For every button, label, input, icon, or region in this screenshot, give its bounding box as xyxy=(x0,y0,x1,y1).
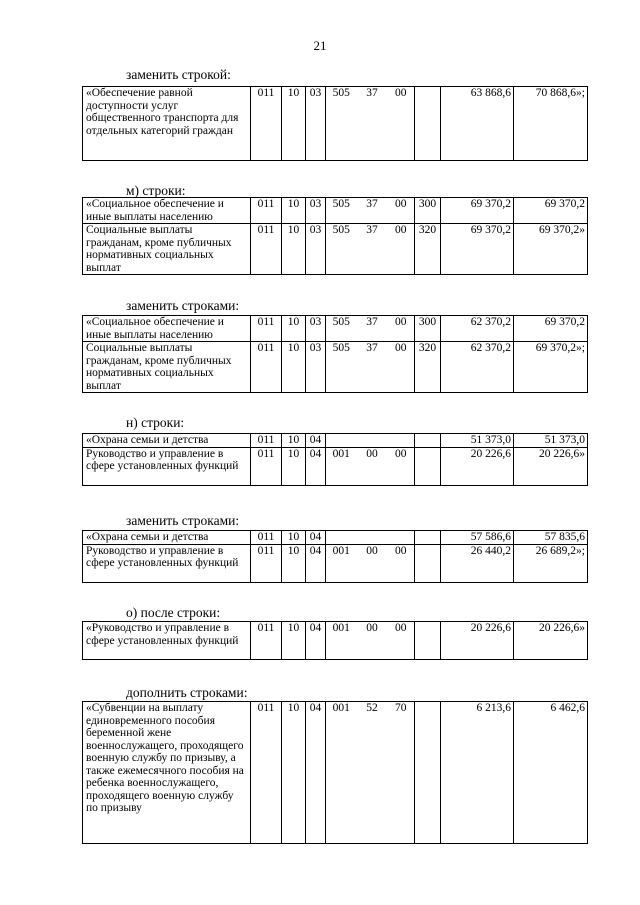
expense-type-code: 300 xyxy=(415,316,441,342)
amount-year-2: 20 226,6» xyxy=(514,622,588,660)
section-code: 10 xyxy=(282,342,306,393)
section-code: 10 xyxy=(282,622,306,660)
row-name: Социальные выплаты гражданам, кроме публичных нормативных социальных выплат xyxy=(83,342,251,393)
table-row xyxy=(83,198,588,224)
table-row xyxy=(83,622,588,660)
subsection-code: 04 xyxy=(306,702,326,844)
target-article-code: 001 xyxy=(326,622,357,660)
block-heading: заменить строкой: xyxy=(126,67,231,82)
target-article-code: 00 xyxy=(388,342,415,393)
expense-type-code: 300 xyxy=(415,198,441,224)
table-row xyxy=(83,447,588,485)
block-heading: заменить строками: xyxy=(126,298,240,313)
table-row xyxy=(83,224,588,275)
target-article-code: 505 xyxy=(326,87,357,161)
subsection-code: 03 xyxy=(306,87,326,161)
subsection-code: 04 xyxy=(306,531,326,545)
amount-year-1: 6 213,6 xyxy=(441,702,514,844)
section-code: 10 xyxy=(282,531,306,545)
amount-year-1: 69 370,2 xyxy=(441,198,514,224)
section-code: 10 xyxy=(282,198,306,224)
subsection-code: 03 xyxy=(306,224,326,275)
block-heading: о) после строки: xyxy=(126,605,221,620)
amount-year-1: 63 868,6 xyxy=(441,87,514,161)
expense-type-code xyxy=(415,544,441,582)
subsection-code: 03 xyxy=(306,316,326,342)
row-name: «Охрана семьи и детства xyxy=(83,434,251,448)
target-article-code: 00 xyxy=(388,87,415,161)
amount-year-1: 20 226,6 xyxy=(441,622,514,660)
section-code: 10 xyxy=(282,316,306,342)
target-article-code: 37 xyxy=(357,87,388,161)
target-article-code: 505 xyxy=(326,342,357,393)
table-row xyxy=(83,434,588,448)
target-article-code xyxy=(326,531,357,545)
budget-table xyxy=(82,433,588,486)
subsection-code: 03 xyxy=(306,342,326,393)
amount-year-2: 69 370,2 xyxy=(514,316,588,342)
target-article-code: 00 xyxy=(388,447,415,485)
row-name: Руководство и управление в сфере установленных функций xyxy=(83,447,251,485)
budget-table xyxy=(82,86,588,161)
page-number: 21 xyxy=(313,38,327,53)
target-article-code: 505 xyxy=(326,224,357,275)
ministry-code: 011 xyxy=(251,447,282,485)
ministry-code: 011 xyxy=(251,544,282,582)
amount-year-1: 62 370,2 xyxy=(441,342,514,393)
subsection-code: 04 xyxy=(306,447,326,485)
table-row xyxy=(83,702,588,844)
expense-type-code xyxy=(415,434,441,448)
block-heading: заменить строками: xyxy=(126,513,240,528)
amount-year-1: 69 370,2 xyxy=(441,224,514,275)
table-row xyxy=(83,531,588,545)
target-article-code: 00 xyxy=(388,198,415,224)
target-article-code: 505 xyxy=(326,316,357,342)
block-heading: дополнить строками: xyxy=(126,685,248,700)
section-code: 10 xyxy=(282,87,306,161)
table-row xyxy=(83,544,588,582)
section-code: 10 xyxy=(282,224,306,275)
expense-type-code xyxy=(415,531,441,545)
table-row xyxy=(83,316,588,342)
target-article-code: 001 xyxy=(326,544,357,582)
budget-table xyxy=(82,621,588,660)
section-code: 10 xyxy=(282,544,306,582)
ministry-code: 011 xyxy=(251,224,282,275)
target-article-code: 001 xyxy=(326,447,357,485)
ministry-code: 011 xyxy=(251,434,282,448)
subsection-code: 04 xyxy=(306,544,326,582)
target-article-code: 00 xyxy=(388,224,415,275)
amount-year-2: 69 370,2 xyxy=(514,198,588,224)
section-code: 10 xyxy=(282,447,306,485)
ministry-code: 011 xyxy=(251,622,282,660)
row-name: «Субвенции на выплату единовременного пособия беременной жене военнослужащего, проходящего военную службу по призыву, а также ежемесячного пособия на ребенка военнослужащего, проходящего военную службу по призыву xyxy=(83,702,251,844)
subsection-code: 04 xyxy=(306,622,326,660)
target-article-code: 001 xyxy=(326,702,357,844)
target-article-code: 37 xyxy=(357,342,388,393)
expense-type-code: 320 xyxy=(415,224,441,275)
target-article-code: 00 xyxy=(357,622,388,660)
target-article-code: 52 xyxy=(357,702,388,844)
row-name: «Обеспечение равной доступности услуг общественного транспорта для отдельных категорий граждан xyxy=(83,87,251,161)
amount-year-2: 69 370,2»; xyxy=(514,342,588,393)
target-article-code: 70 xyxy=(388,702,415,844)
amount-year-1: 62 370,2 xyxy=(441,316,514,342)
ministry-code: 011 xyxy=(251,316,282,342)
target-article-code xyxy=(388,531,415,545)
amount-year-2: 20 226,6» xyxy=(514,447,588,485)
subsection-code: 03 xyxy=(306,198,326,224)
table-row xyxy=(83,87,588,161)
target-article-code: 00 xyxy=(357,447,388,485)
target-article-code xyxy=(357,434,388,448)
block-heading: м) строки: xyxy=(126,183,186,198)
target-article-code: 37 xyxy=(357,224,388,275)
section-code: 10 xyxy=(282,434,306,448)
amount-year-2: 6 462,6 xyxy=(514,702,588,844)
row-name: «Социальное обеспечение и иные выплаты населению xyxy=(83,198,251,224)
amount-year-2: 26 689,2»; xyxy=(514,544,588,582)
table-row xyxy=(83,342,588,393)
expense-type-code: 320 xyxy=(415,342,441,393)
budget-table xyxy=(82,701,588,844)
section-code: 10 xyxy=(282,702,306,844)
target-article-code: 00 xyxy=(388,316,415,342)
target-article-code: 37 xyxy=(357,198,388,224)
subsection-code: 04 xyxy=(306,434,326,448)
target-article-code: 00 xyxy=(388,544,415,582)
amount-year-2: 70 868,6»; xyxy=(514,87,588,161)
ministry-code: 011 xyxy=(251,87,282,161)
row-name: «Социальное обеспечение и иные выплаты населению xyxy=(83,316,251,342)
budget-table xyxy=(82,197,588,275)
target-article-code: 505 xyxy=(326,198,357,224)
budget-table xyxy=(82,530,588,583)
amount-year-1: 20 226,6 xyxy=(441,447,514,485)
ministry-code: 011 xyxy=(251,342,282,393)
ministry-code: 011 xyxy=(251,198,282,224)
row-name: «Руководство и управление в сфере установленных функций xyxy=(83,622,251,660)
amount-year-1: 51 373,0 xyxy=(441,434,514,448)
expense-type-code xyxy=(415,622,441,660)
target-article-code: 00 xyxy=(357,544,388,582)
ministry-code: 011 xyxy=(251,702,282,844)
target-article-code xyxy=(388,434,415,448)
row-name: Руководство и управление в сфере установленных функций xyxy=(83,544,251,582)
target-article-code xyxy=(357,531,388,545)
block-heading: н) строки: xyxy=(126,415,185,430)
target-article-code: 00 xyxy=(388,622,415,660)
amount-year-1: 26 440,2 xyxy=(441,544,514,582)
target-article-code: 37 xyxy=(357,316,388,342)
target-article-code xyxy=(326,434,357,448)
amount-year-2: 69 370,2» xyxy=(514,224,588,275)
expense-type-code xyxy=(415,702,441,844)
expense-type-code xyxy=(415,87,441,161)
budget-table xyxy=(82,315,588,393)
row-name: Социальные выплаты гражданам, кроме публичных нормативных социальных выплат xyxy=(83,224,251,275)
amount-year-2: 57 835,6 xyxy=(514,531,588,545)
ministry-code: 011 xyxy=(251,531,282,545)
row-name: «Охрана семьи и детства xyxy=(83,531,251,545)
amount-year-1: 57 586,6 xyxy=(441,531,514,545)
amount-year-2: 51 373,0 xyxy=(514,434,588,448)
expense-type-code xyxy=(415,447,441,485)
